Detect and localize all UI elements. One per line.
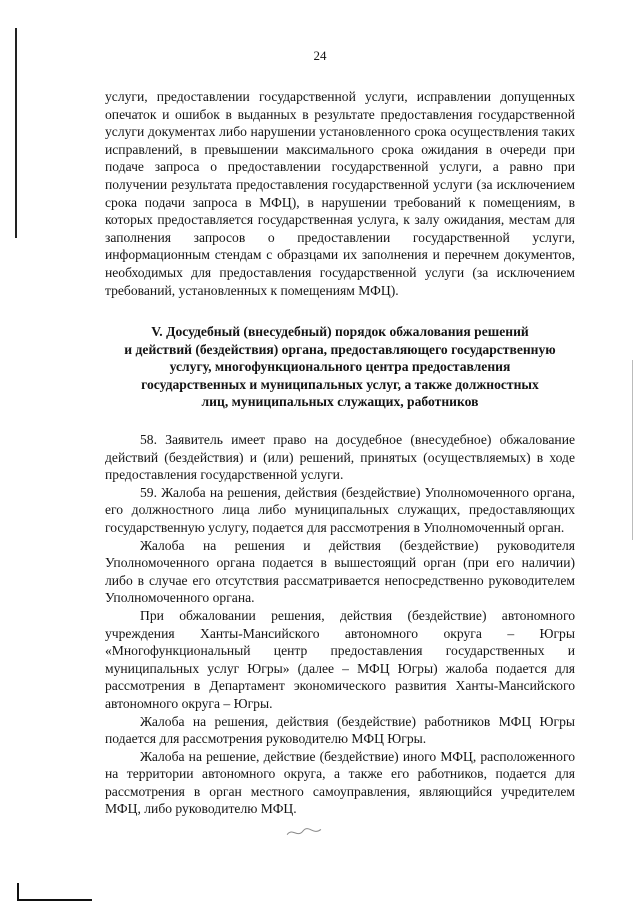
handwritten-mark <box>285 823 326 840</box>
heading-line: государственных и муниципальных услуг, а также должностных <box>141 376 539 392</box>
scan-edge-mark <box>632 360 633 540</box>
paragraph: При обжаловании решения, действия (бездействие) автономного учреждения Ханты-Мансийского автономного округа – Югры «Многофункциональный центр предоставления государственных и муниципальных услуг Югры» (далее – МФЦ Югры) жалоба подается для рассмотрения в Департамент экономического развития Ханты-Мансийского автономного округа – Югры. <box>105 607 575 711</box>
text-block-top <box>105 88 575 299</box>
paragraph: услуги, предоставлении государственной услуги, исправлении допущенных опечаток и ошибок в выданных в результате предоставления государственной услуги документах либо нарушении установленного срока осуществления таких исправлений, в превышении максимального срока ожидания в очереди при подаче запроса о предоставлении государственной услуги, а равно при получении результата предоставления государственной услуги (за исключением срока подачи запроса в МФЦ), в нарушении требований к помещениям, в которых предоставляется государственная услуга, к залу ожидания, местам для заполнения запросов о предоставлении государственной услуги, информационным стендам с образцами их заполнения и перечнем документов, необходимых для предоставления государственной услуги (за исключением требований, установленных к помещениям МФЦ). <box>105 89 575 298</box>
heading-line: и действий (бездействия) органа, предоставляющего государственную <box>124 341 556 357</box>
text-block-section-v <box>105 431 575 818</box>
heading-line: услугу, многофункционального центра предоставления <box>169 359 511 375</box>
paragraph: Жалоба на решения и действия (бездействие) руководителя Уполномоченного органа подается в вышестоящий орган (при его наличии) либо в случае его отсутствия рассматривается непосредственно руководителем Уполномоченного органа. <box>105 537 575 606</box>
page-number: 24 <box>313 48 327 63</box>
paragraph: Жалоба на решение, действие (бездействие) иного МФЦ, расположенного на территории автономного округа, а также его работников, подается для рассмотрения в орган местного самоуправления, являющийся учредителем МФЦ, либо руководителю МФЦ. <box>105 748 575 817</box>
paragraph-58: 58. Заявитель имеет право на досудебное (внесудебное) обжалование действий (бездействия) и (или) решений, принятых (осуществляемых) в ходе предоставления государственной услуги. <box>105 432 575 483</box>
heading-line: лиц, муниципальных служащих, работников <box>201 394 479 410</box>
section-heading <box>95 323 585 411</box>
paragraph: Жалоба на решения, действия (бездействие) работников МФЦ Югры подается для рассмотрения руководителю МФЦ Югры. <box>105 713 575 747</box>
scan-corner-mark <box>17 899 92 901</box>
heading-line: V. Досудебный (внесудебный) порядок обжалования решений <box>151 324 529 339</box>
paragraph-59: 59. Жалоба на решения, действия (бездействие) Уполномоченного органа, его должностного лица либо муниципальных служащих, предоставляющих государственную услугу, подается для рассмотрения в Уполномоченный орган. <box>105 484 575 535</box>
